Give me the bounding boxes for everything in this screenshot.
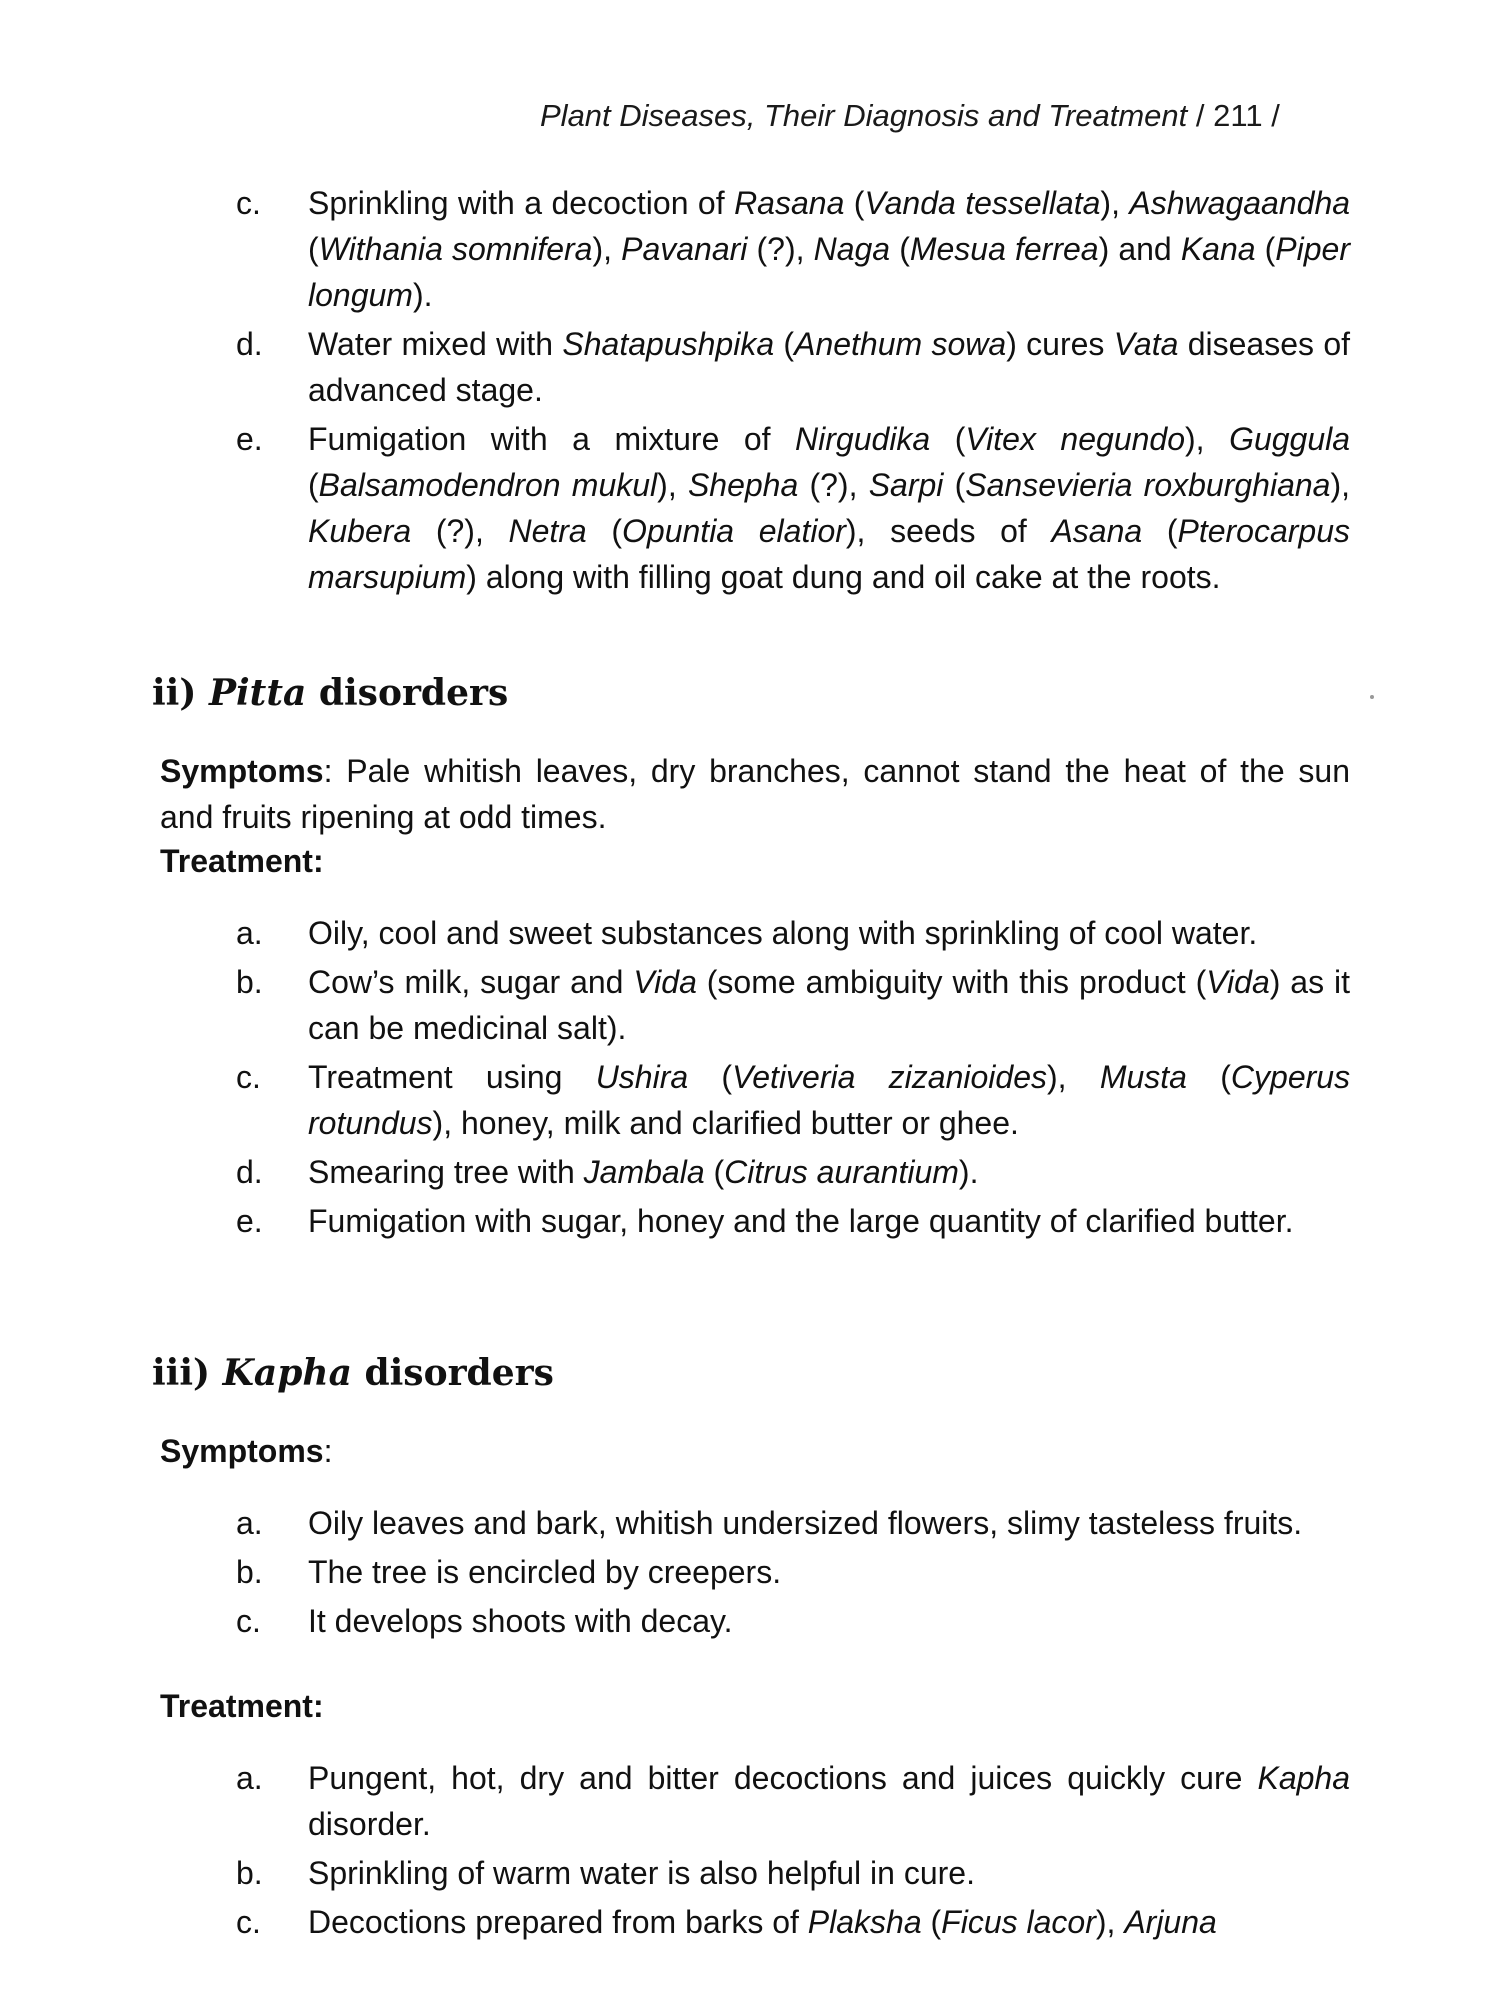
list-marker: e.	[236, 421, 263, 457]
list-marker: c.	[236, 185, 261, 221]
symptoms-colon: :	[323, 1433, 333, 1469]
list-item	[160, 1198, 1350, 1244]
kapha-treatment-label: Treatment:	[160, 1688, 324, 1724]
pitta-symptoms	[160, 748, 1350, 840]
list-marker: a.	[236, 1505, 263, 1541]
heading-suffix: disorders	[364, 1352, 554, 1394]
scan-speck	[1370, 695, 1374, 699]
vata-treatment-list	[160, 180, 1350, 603]
symptoms-label: Symptoms	[160, 1433, 324, 1469]
running-header-separator: /	[1195, 98, 1205, 133]
list-item-text: Treatment using Ushira (Vetiveria zizanioides), Musta (Cyperus rotundus), honey, milk and clarified butter or ghee.	[308, 1059, 1351, 1141]
section-heading-pitta	[152, 672, 508, 714]
heading-italic: Kapha	[222, 1352, 352, 1394]
running-header-trailing-mark: /	[1271, 98, 1280, 133]
kapha-symptoms-list	[160, 1500, 1350, 1647]
list-item-text: Water mixed with Shatapushpika (Anethum sowa) cures Vata diseases of advanced stage.	[308, 326, 1351, 408]
page-number: 211	[1213, 98, 1263, 133]
list-marker: b.	[236, 1554, 263, 1590]
list-marker: e.	[236, 1203, 263, 1239]
pitta-treatment-label: Treatment:	[160, 843, 324, 879]
heading-prefix: iii)	[152, 1352, 211, 1394]
pitta-treatment-list	[160, 910, 1350, 1247]
kapha-treatment-list	[160, 1755, 1350, 1948]
list-item	[160, 910, 1350, 956]
list-marker: c.	[236, 1603, 261, 1639]
list-marker: b.	[236, 1855, 263, 1891]
list-item-text: Fumigation with sugar, honey and the large quantity of clarified butter.	[308, 1203, 1294, 1239]
list-marker: d.	[236, 1154, 263, 1190]
list-marker: a.	[236, 1760, 263, 1796]
list-marker: c.	[236, 1059, 261, 1095]
list-item-text: The tree is encircled by creepers.	[308, 1554, 782, 1590]
list-item	[160, 1500, 1350, 1546]
list-item-text: It develops shoots with decay.	[308, 1603, 733, 1639]
list-item	[160, 1149, 1350, 1195]
list-item-text: Sprinkling with a decoction of Rasana (Vanda tessellata), Ashwagaandha (Withania somnifera), Pavanari (?), Naga (Mesua ferrea) and Kana (Piper longum).	[308, 185, 1351, 313]
list-item-text: Oily, cool and sweet substances along with sprinkling of cool water.	[308, 915, 1258, 951]
list-marker: a.	[236, 915, 263, 951]
kapha-symptoms-label	[160, 1428, 332, 1474]
list-item	[160, 959, 1350, 1051]
running-header	[540, 98, 1280, 134]
list-marker: c.	[236, 1904, 261, 1940]
list-item	[160, 1755, 1350, 1847]
list-item	[160, 416, 1350, 600]
list-item	[160, 1598, 1350, 1644]
list-marker: d.	[236, 326, 263, 362]
list-item	[160, 1899, 1350, 1945]
heading-suffix: disorders	[318, 672, 509, 714]
list-item-text: Cow’s milk, sugar and Vida (some ambiguity with this product (Vida) as it can be medicinal salt).	[308, 964, 1351, 1046]
list-item	[160, 321, 1350, 413]
symptoms-label: Symptoms	[160, 753, 324, 789]
list-item	[160, 1850, 1350, 1896]
list-item-text: Smearing tree with Jambala (Citrus aurantium).	[308, 1154, 979, 1190]
list-item	[160, 1054, 1350, 1146]
list-item	[160, 180, 1350, 318]
list-item-text: Sprinkling of warm water is also helpful in cure.	[308, 1855, 975, 1891]
list-item-text: Oily leaves and bark, whitish undersized flowers, slimy tasteless fruits.	[308, 1505, 1303, 1541]
symptoms-text: : Pale whitish leaves, dry branches, cannot stand the heat of the sun and fruits ripening at odd times.	[160, 753, 1350, 835]
running-header-title: Plant Diseases, Their Diagnosis and Treatment	[540, 98, 1188, 133]
heading-italic: Pitta	[208, 672, 307, 714]
heading-prefix: ii)	[152, 672, 197, 714]
section-heading-kapha	[152, 1352, 554, 1394]
list-item-text: Decoctions prepared from barks of Plaksha (Ficus lacor), Arjuna	[308, 1904, 1217, 1940]
list-item	[160, 1549, 1350, 1595]
list-marker: b.	[236, 964, 263, 1000]
list-item-text: Fumigation with a mixture of Nirgudika (Vitex negundo), Guggula (Balsamodendron mukul), Shepha (?), Sarpi (Sansevieria roxburghiana), Kubera (?), Netra (Opuntia elatior), seeds of Asana (Pterocarpus marsupium) along with filling goat dung and oil cake at the roots.	[308, 421, 1351, 595]
list-item-text: Pungent, hot, dry and bitter decoctions and juices quickly cure Kapha disorder.	[308, 1760, 1350, 1842]
